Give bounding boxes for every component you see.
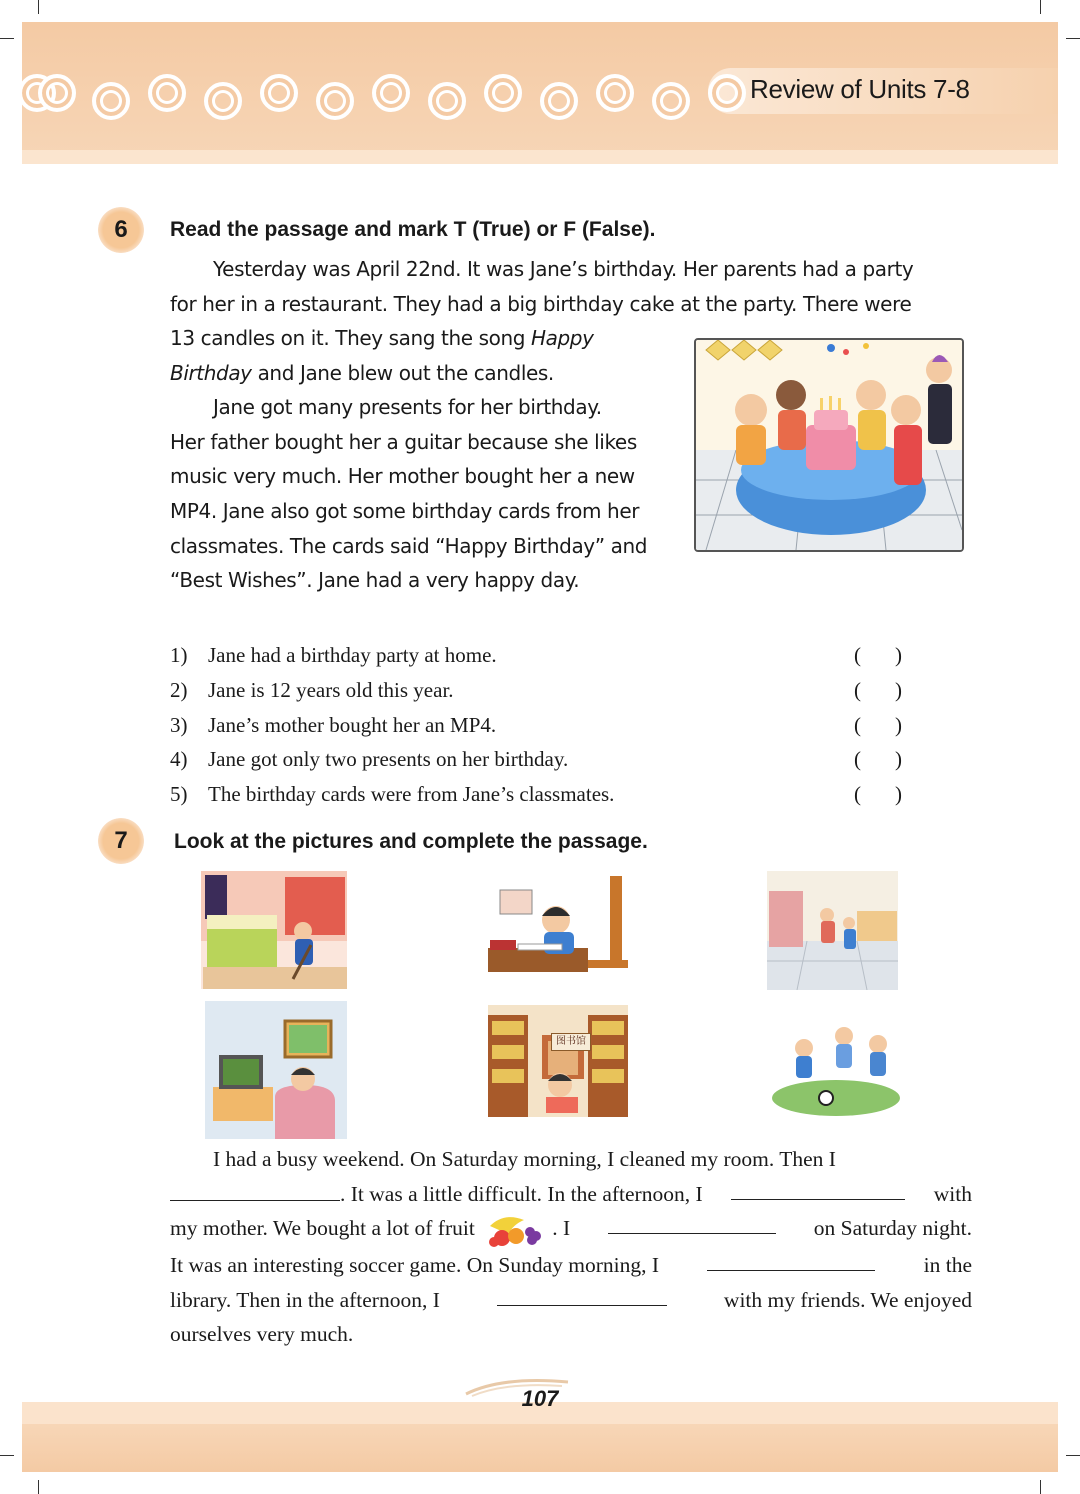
- fruit-icon: [484, 1212, 548, 1248]
- passage-line: [170, 1283, 972, 1318]
- crop-mark: [0, 1455, 14, 1456]
- question-text: Jane’s mother bought her an MP4.: [208, 712, 497, 737]
- passage-text: with my friends. We enjoyed: [723, 1287, 972, 1312]
- ring-icon: [148, 74, 186, 112]
- passage-line: Jane got many presents for her birthday.: [213, 395, 602, 420]
- question-row: [170, 710, 920, 745]
- passage-text: . It was a little difficult. In the afternoon, I: [340, 1181, 703, 1206]
- paren-close: ): [895, 712, 902, 737]
- ring-icon: [316, 82, 354, 120]
- crop-mark: [1040, 0, 1041, 14]
- answer-blank[interactable]: [731, 1177, 905, 1200]
- passage-line: [170, 1211, 972, 1248]
- paren-open: (: [854, 747, 861, 772]
- section-instruction: Look at the pictures and complete the passage.: [174, 830, 648, 853]
- paren-close: ): [895, 677, 902, 702]
- passage-line: MP4. Jane also got some birthday cards from her: [170, 498, 640, 523]
- answer-blank[interactable]: [707, 1248, 875, 1271]
- doing-homework-icon: [488, 876, 628, 988]
- header-stripe: [22, 150, 1058, 164]
- watching-tv-icon: [205, 1001, 347, 1139]
- playing-soccer-icon: [770, 1018, 902, 1118]
- shopping-fruit-icon: [767, 871, 898, 990]
- passage-line: [170, 321, 686, 356]
- paren-close: ): [895, 747, 902, 772]
- passage-text: ourselves very much.: [170, 1322, 354, 1347]
- answer-blank[interactable]: [497, 1283, 667, 1306]
- picture-watching-tv: [205, 1001, 347, 1139]
- section-number-badge: [98, 207, 144, 253]
- passage-text: with: [933, 1181, 972, 1206]
- page-number: 107: [521, 1386, 559, 1411]
- ring-icon: [484, 74, 522, 112]
- cleaning-room-icon: [201, 871, 347, 989]
- passage-segment: [170, 1177, 703, 1212]
- crop-mark: [1066, 38, 1080, 39]
- picture-playing-soccer: [770, 1018, 902, 1118]
- question-text: Jane got only two presents on her birthday.: [208, 747, 569, 772]
- question-number: 4): [170, 747, 188, 772]
- library-sign: 图书馆: [551, 1033, 591, 1051]
- question-text: Jane had a birthday party at home.: [208, 643, 497, 667]
- passage-text: . I: [552, 1216, 571, 1241]
- paren-close: ): [895, 643, 902, 667]
- picture-reading-library: [488, 1005, 628, 1117]
- passage-text: on Saturday night.: [813, 1216, 972, 1241]
- fill-in-passage: [170, 1142, 972, 1352]
- party-illustration-icon: [696, 340, 962, 550]
- picture-cleaning-room: [201, 871, 347, 989]
- question-number: 2): [170, 677, 188, 702]
- answer-blank[interactable]: [854, 640, 902, 670]
- page-title: Review of Units 7-8: [750, 74, 970, 104]
- song-title: Happy: [531, 326, 594, 350]
- passage-text: I had a busy weekend. On Saturday morning, I cleaned my room. Then I: [213, 1147, 836, 1171]
- library-reading-icon: [488, 1005, 628, 1117]
- passage-line: music very much. Her mother bought her a new: [170, 464, 635, 489]
- crop-mark: [1040, 1480, 1041, 1494]
- ring-icon: [204, 82, 242, 120]
- picture-shopping-fruit: [767, 871, 898, 990]
- ring-icon: [38, 74, 76, 112]
- question-row: [170, 744, 920, 779]
- paren-close: ): [895, 782, 902, 807]
- passage-line: classmates. The cards said “Happy Birthday” and: [170, 533, 648, 558]
- passage-segment: [170, 1211, 570, 1248]
- answer-blank[interactable]: [854, 710, 902, 740]
- passage-line: [170, 1177, 972, 1212]
- passage-text: library. Then in the afternoon, I: [170, 1287, 440, 1312]
- paren-open: (: [854, 782, 861, 807]
- ring-icon: [372, 74, 410, 112]
- question-row: [170, 779, 920, 814]
- paren-open: (: [854, 712, 861, 737]
- crop-mark: [0, 38, 14, 39]
- passage-line: for her in a restaurant. They had a big birthday cake at the party. There were: [170, 291, 912, 316]
- paren-open: (: [854, 677, 861, 702]
- section-number: 7: [114, 827, 128, 854]
- ring-icon: [92, 82, 130, 120]
- picture-doing-homework: [488, 876, 628, 988]
- passage-text: my mother. We bought a lot of fruit: [170, 1216, 475, 1241]
- ring-icon: [540, 82, 578, 120]
- ring-icon: [428, 82, 466, 120]
- birthday-party-illustration: [694, 338, 964, 552]
- crop-mark: [38, 0, 39, 14]
- ring-icon: [652, 82, 690, 120]
- answer-blank[interactable]: [854, 779, 902, 809]
- question-row: [170, 640, 920, 675]
- answer-blank[interactable]: [608, 1211, 776, 1234]
- passage-line: [170, 1142, 972, 1177]
- passage-text: in the: [923, 1253, 972, 1278]
- ring-icon: [708, 74, 746, 112]
- passage-text: 13 candles on it. They sang the song: [170, 326, 532, 350]
- section-number: 6: [114, 216, 128, 243]
- reading-passage: [170, 252, 972, 321]
- passage-line: Yesterday was April 22nd. It was Jane’s birthday. Her parents had a party: [213, 257, 914, 281]
- passage-line: [170, 1248, 972, 1283]
- ring-icon: [596, 74, 634, 112]
- reading-passage-wrap: [170, 321, 686, 598]
- question-number: 3): [170, 712, 188, 737]
- paren-open: (: [854, 643, 861, 667]
- passage-line: [170, 1317, 972, 1352]
- passage-line: “Best Wishes”. Jane had a very happy day.: [170, 568, 580, 593]
- song-title: Birthday: [170, 360, 252, 385]
- question-row: [170, 675, 920, 710]
- answer-blank[interactable]: [854, 675, 902, 705]
- question-number: 5): [170, 782, 188, 807]
- true-false-questions: [170, 640, 920, 814]
- ring-icon: [260, 74, 298, 112]
- passage-text: and Jane blew out the candles.: [251, 360, 554, 385]
- question-text: The birthday cards were from Jane’s classmates.: [208, 782, 615, 807]
- question-number: 1): [170, 643, 188, 667]
- answer-blank[interactable]: [170, 1178, 340, 1201]
- passage-line: Her father bought her a guitar because she likes: [170, 429, 637, 454]
- section-number-badge: [98, 818, 144, 864]
- decorative-rings: [18, 70, 718, 120]
- crop-mark: [1066, 1455, 1080, 1456]
- crop-mark: [38, 1480, 39, 1494]
- passage-text: It was an interesting soccer game. On Sunday morning, I: [170, 1253, 659, 1278]
- answer-blank[interactable]: [854, 744, 902, 774]
- question-text: Jane is 12 years old this year.: [208, 677, 454, 702]
- passage-line: [170, 356, 686, 391]
- section-instruction: Read the passage and mark T (True) or F (False).: [170, 218, 656, 241]
